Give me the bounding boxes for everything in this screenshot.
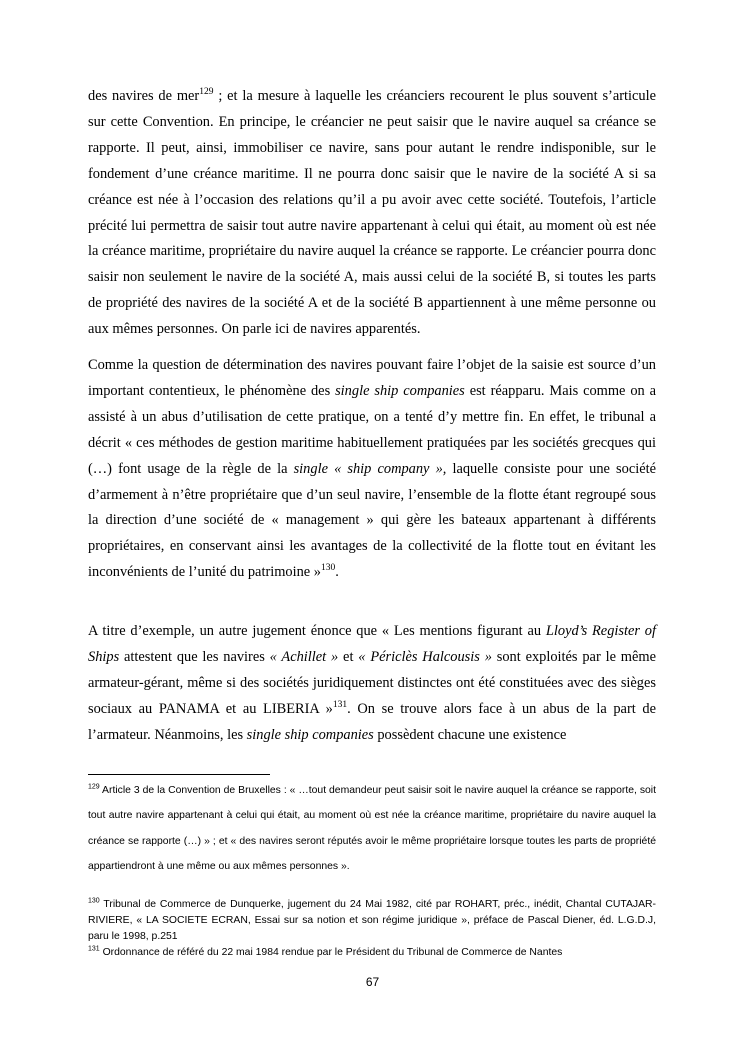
text-run: possèdent chacune une existence [373, 726, 567, 743]
paragraph-3 [88, 619, 656, 749]
text-run: A titre d’exemple, un autre jugement énonce que « Les mentions figurant au [88, 623, 546, 639]
text-run: laquelle consiste pour une société d’armement à n’être propriétaire que d’un seul navire, l’ensemble de la flotte étant regroupé sous la direction d’une société de « management » qui gère les bateaux appartenant à différents propriétaires, en conservant ainsi les avantages de la collectivité de la flotte tout en évitant les inconvénients de l’unité du patrimoine » [88, 460, 656, 581]
text-run: . On se trouve alors face à un abus de la part de l’armateur. Néanmoins, les [88, 700, 656, 743]
italic-text: Lloyd’s Register of Ships [88, 623, 656, 665]
italic-text: single ship companies [246, 726, 374, 743]
footnote-text: Article 3 de la Convention de Bruxelles : « …tout demandeur peut saisir soit le navire auquel la créance se rapporte, soit tout autre navire appartenant à celui qui était, au moment où est née la créance maritime, propriétaire du navire auquel la créance se rapporte (…) » ; et « des navires seront réputés avoir le même propriétaire lorsque toutes les parts de propriété appartiendront à une même ou aux mêmes personnes ». [88, 785, 656, 873]
footnote-number: 131 [88, 945, 100, 953]
italic-text: single « ship company », [293, 460, 447, 477]
text-run: attestent que les navires [119, 648, 270, 665]
footnote-ref: 129 [199, 87, 214, 98]
paragraph-1 [88, 84, 656, 343]
footnote-ref: 130 [321, 563, 336, 574]
footnote-text: Tribunal de Commerce de Dunquerke, jugement du 24 Mai 1982, cité par ROHART, préc., inédit, Chantal CUTAJAR-RIVIERE, « LA SOCIETE ECRAN, Essai sur sa notion et son régime juridique », préface de Pascal Diener, éd. L.G.D.J, paru le 1998, p.251 [88, 899, 656, 943]
paragraph-2 [88, 353, 656, 586]
footnote-129 [88, 778, 656, 880]
text-run: est réapparu. Mais comme on a assisté à un abus d’utilisation de cette pratique, on a tenté d’y mettre fin. En effet, le tribunal a décrit « ces méthodes de gestion maritime habituellement pratiquées par les sociétés grecques qui (…) font usage de la règle de la [88, 382, 657, 477]
footnote-text: Ordonnance de référé du 22 mai 1984 rendue par le Président du Tribunal de Commerce de Nantes [99, 947, 563, 958]
text-run: des navires de mer [88, 88, 200, 104]
footnote-number: 130 [88, 897, 100, 905]
text-run: sont exploités par le même armateur-gérant, même si des sociétés juridiquement distinctes ont été constituées avec des sièges sociaux au PANAMA et au LIBERIA » [88, 648, 656, 717]
text-run: et [338, 648, 359, 665]
text-run: . [335, 564, 339, 581]
page-number: 67 [365, 975, 380, 989]
italic-text: « Périclès Halcousis » [358, 648, 492, 665]
footnote-130 [88, 897, 656, 946]
footnote-separator [88, 774, 270, 775]
italic-text: single ship companies [335, 382, 465, 399]
italic-text: « Achillet » [269, 648, 339, 665]
footnote-ref: 131 [332, 699, 348, 710]
footnote-131 [88, 945, 656, 961]
footnote-number: 129 [88, 783, 100, 791]
text-run: ; et la mesure à laquelle les créanciers recourent le plus souvent s’articule sur cette Convention. En principe, le créancier ne peut saisir que le navire auquel sa créance se rapporte. Il peut, ainsi, immobiliser ce navire, sans pour autant le rendre indisponible, sur le fondement d’une créance maritime. Il ne pourra donc saisir que le navire de la société A si sa créance est née à l’occasion des relations qu’il a pu avoir avec cette société. Toutefois, l’article précité lui permettra de saisir tout autre navire appartenant à celui qui était, au moment où est née la créance maritime, propriétaire du navire auquel la créance se rapporte. Le créancier pourra donc saisir non seulement le navire de la société A, mais aussi celui de la société B, si toutes les parts de propriété des navires de la société A et de la société B appartiennent à une même personne ou aux mêmes personnes. On parle ici de navires apparentés. [88, 88, 656, 338]
text-run: Comme la question de détermination des navires pouvant faire l’objet de la saisie est source d’un important contentieux, le phénomène des [88, 357, 656, 399]
